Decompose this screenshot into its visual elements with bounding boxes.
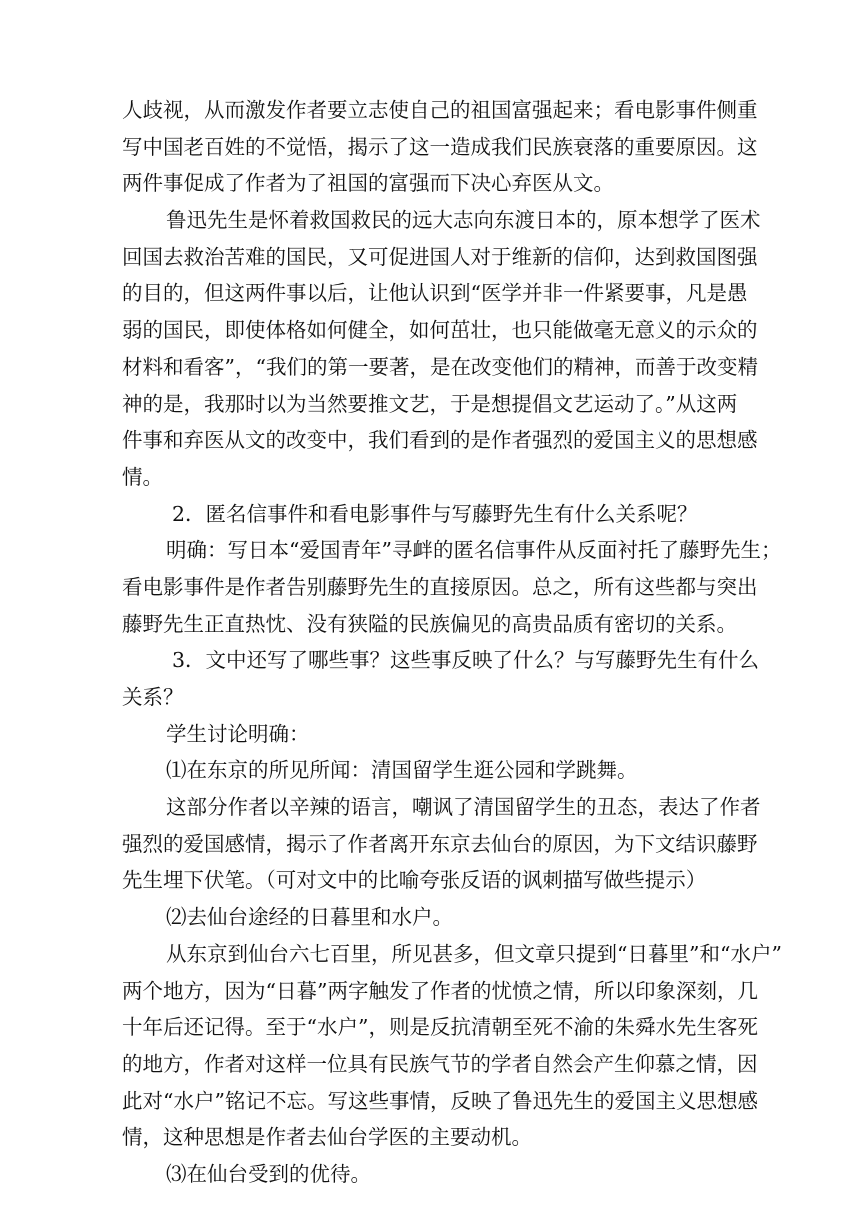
text-line: 明确：写日本“爱国青年”寻衅的匿名信事件从反面衬托了藤野先生；: [166, 538, 782, 563]
text-line: 的地方，作者对这样一位具有民族气节的学者自然会产生仰慕之情，因: [122, 1051, 758, 1076]
text-line: 强烈的爱国感情，揭示了作者离开东京去仙台的原因，为下文结识藤野: [122, 831, 758, 856]
text-line: 先生埋下伏笔。（可对文中的比喻夸张反语的讽刺描写做些提示）: [122, 868, 707, 893]
text-line: 两件事促成了作者为了祖国的富强而下决心弃医从文。: [122, 171, 614, 196]
text-line: 鲁迅先生是怀着救国救民的远大志向东渡日本的，原本想学了医术: [166, 208, 761, 233]
text-line: 情。: [122, 464, 163, 489]
text-line: 藤野先生正直热忱、没有狭隘的民族偏见的高贵品质有密切的关系。: [122, 611, 737, 636]
paragraph: [122, 496, 736, 533]
text-line: 2．匿名信事件和看电影事件与写藤野先生有什么关系呢？: [172, 501, 698, 526]
document-page: [122, 92, 782, 1193]
text-line: 弱的国民，即使体格如何健全，如何茁壮，也只能做毫无意义的示众的: [122, 318, 758, 343]
text-line: 从东京到仙台六七百里，所见甚多，但文章只提到“日暮里”和“水户”: [166, 941, 782, 966]
text-line: 的目的，但这两件事以后，让他认识到“医学并非一件紧要事，凡是愚: [122, 281, 748, 306]
text-line: 两个地方，因为“日暮”两字触发了作者的忧愤之情，所以印象深刻，几: [122, 978, 758, 1003]
paragraph: [122, 532, 782, 642]
text-line: 材料和看客”，“我们的第一要著，是在改变他们的精神，而善于改变精: [122, 354, 758, 379]
text-line: 学生讨论明确：: [166, 721, 310, 746]
text-line: 人歧视，从而激发作者要立志使自己的祖国富强起来；看电影事件侧重: [122, 98, 758, 122]
text-line: 写中国老百姓的不觉悟，揭示了这一造成我们民族衰落的重要原因。这: [122, 134, 758, 159]
paragraph: [122, 202, 761, 496]
paragraph: [122, 789, 761, 899]
text-line: 这部分作者以辛辣的语言，嘲讽了清国留学生的丑态，表达了作者: [166, 795, 761, 820]
text-line: 3．文中还写了哪些事？这些事反映了什么？与写藤野先生有什么: [172, 648, 760, 673]
paragraph: [122, 899, 736, 936]
paragraph: [122, 642, 760, 715]
paragraph: [122, 936, 782, 1156]
text-line: 看电影事件是作者告别藤野先生的直接原因。总之，所有这些都与突出: [122, 574, 758, 599]
paragraph: [122, 92, 758, 202]
text-line: 回国去救治苦难的国民，又可促进国人对于维新的信仰，达到救国图强: [122, 244, 758, 269]
text-line: 此对“水户”铭记不忘。写这些事情，反映了鲁迅先生的爱国主义思想感: [122, 1088, 758, 1113]
text-line: 神的是，我那时以为当然要推文艺，于是想提倡文艺运动了。”从这两: [122, 391, 738, 416]
text-line: ⑶在仙台受到的优待。: [166, 1161, 371, 1186]
text-line: ⑵去仙台途经的日暮里和水户。: [166, 905, 453, 930]
text-line: ⑴在东京的所见所闻：清国留学生逛公园和学跳舞。: [166, 758, 638, 783]
text-line: 关系？: [122, 685, 184, 709]
text-line: 情，这种思想是作者去仙台学医的主要动机。: [122, 1125, 532, 1150]
text-line: 十年后还记得。至于“水户”，则是反抗清朝至死不渝的朱舜水先生客死: [122, 1015, 758, 1040]
paragraph: [122, 1156, 736, 1193]
paragraph: [122, 716, 736, 753]
paragraph: [122, 752, 736, 789]
text-line: 件事和弃医从文的改变中，我们看到的是作者强烈的爱国主义的思想感: [122, 428, 758, 453]
